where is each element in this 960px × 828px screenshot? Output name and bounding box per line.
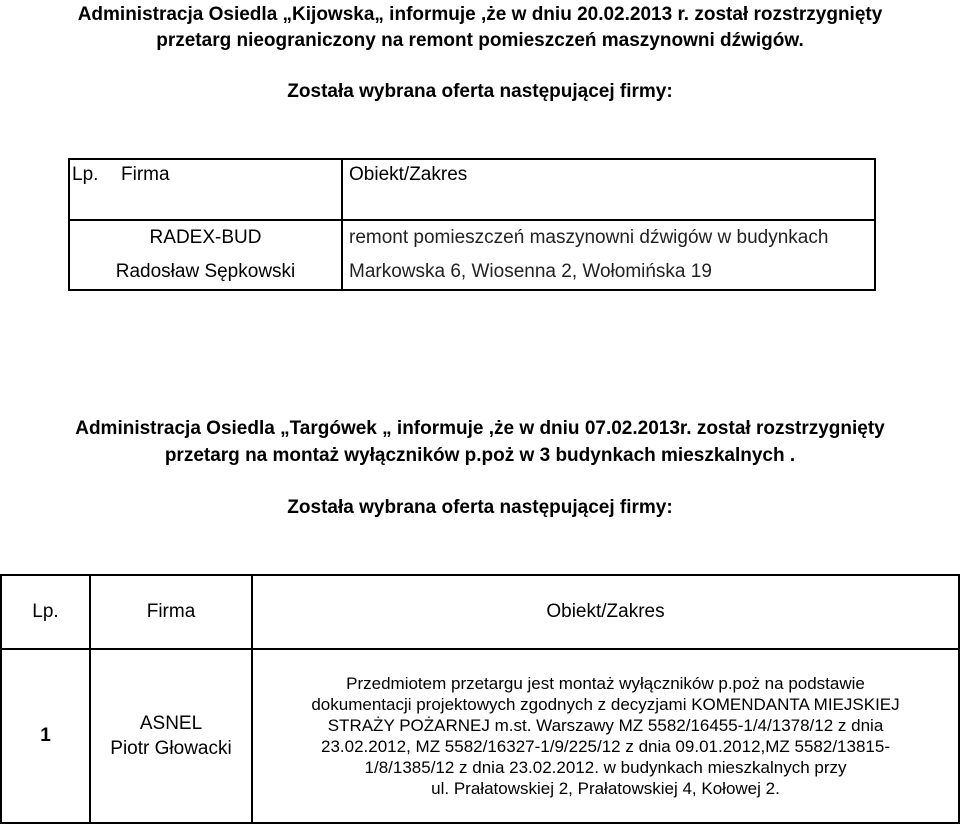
obiekt-line: Przedmiotem przetargu jest montaż wyłączników p.poż na podstawie — [346, 674, 865, 693]
firma-cell — [90, 649, 252, 823]
obiekt-line: dokumentacji projektowych zgodnych z decyzjami KOMENDANTA MIEJSKIEJ — [311, 695, 900, 714]
obiekt-line: 23.02.2012, MZ 5582/16327-1/9/225/12 z dnia 09.01.2012,MZ 5582/13815- — [321, 737, 890, 756]
section2-heading-line2: przetarg na montaż wyłączników p.poż w 3 budynkach mieszkalnych . — [164, 445, 796, 466]
obiekt-line: Markowska 6, Wiosenna 2, Wołomińska 19 — [349, 261, 712, 282]
header-lp: Lp. — [69, 159, 113, 220]
firma-cell — [69, 220, 342, 290]
section1-selected-offer: Została wybrana oferta następującej firmy: — [287, 81, 673, 102]
section2-heading-line1: Administracja Osiedla „Targówek „ informuje ,że w dniu 07.02.2013r. został rozstrzygnięty — [75, 418, 885, 439]
firma-owner: Radosław Sępkowski — [115, 261, 296, 282]
header-lp: Lp. — [1, 575, 90, 649]
table-row — [69, 220, 875, 290]
section1-table — [68, 158, 876, 291]
section2-table — [0, 574, 960, 824]
table-row — [1, 649, 959, 823]
header-firma: Firma — [90, 575, 252, 649]
section2-selected-offer: Została wybrana oferta następującej firmy: — [287, 497, 673, 518]
lp-cell: 1 — [1, 649, 90, 823]
section1-heading-line1: Administracja Osiedla „Kijowska„ informuje ,że w dniu 20.02.2013 r. został rozstrzygnięty — [77, 4, 883, 25]
section1-table-header-row — [69, 159, 875, 220]
obiekt-line: remont pomieszczeń maszynowni dźwigów w budynkach — [349, 227, 829, 248]
section1-heading-line2: przetarg nieograniczony na remont pomieszczeń maszynowni dźwigów. — [156, 30, 804, 51]
obiekt-line: ul. Prałatowskiej 2, Prałatowskiej 4, Kołowej 2. — [431, 779, 780, 798]
obiekt-cell — [252, 649, 959, 823]
section2-table-header-row — [1, 575, 959, 649]
firma-owner: Piotr Głowacki — [110, 738, 232, 759]
header-firma: Firma — [113, 159, 342, 220]
firma-name: ASNEL — [139, 713, 203, 734]
header-obiekt: Obiekt/Zakres — [342, 159, 875, 220]
header-obiekt: Obiekt/Zakres — [252, 575, 959, 649]
firma-name: RADEX-BUD — [149, 227, 262, 248]
obiekt-line: STRAŻY POŻARNEJ m.st. Warszawy MZ 5582/16455-1/4/1378/12 z dnia — [327, 716, 884, 735]
obiekt-cell — [342, 220, 875, 290]
obiekt-line: 1/8/1385/12 z dnia 23.02.2012. w budynkach mieszkalnych przy — [364, 758, 847, 777]
